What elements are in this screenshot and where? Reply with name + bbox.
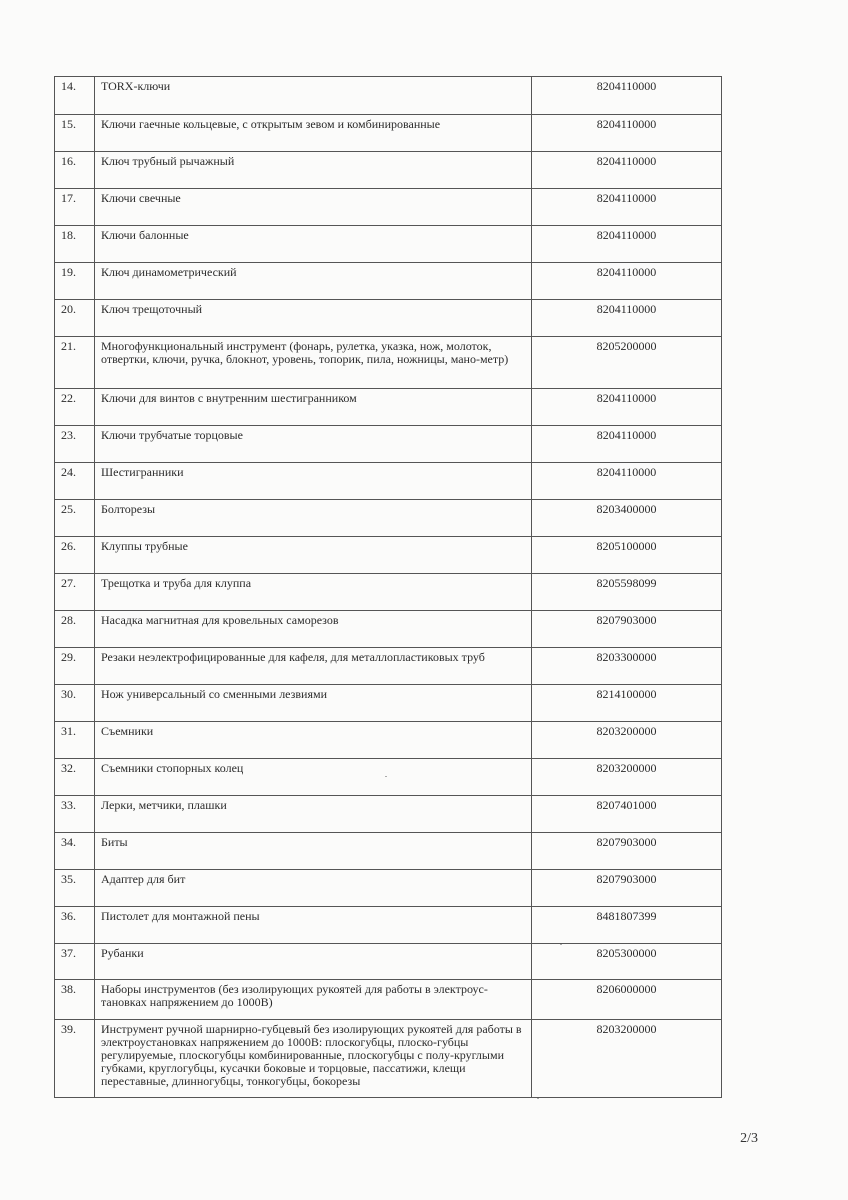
item-name-cell: TORX-ключи [95, 77, 532, 115]
scan-speck [537, 1098, 539, 1099]
row-number-cell: 22. [55, 389, 95, 426]
item-name-cell: Пистолет для монтажной пены [95, 907, 532, 944]
item-name-cell: Наборы инструментов (без изолирующих рукоятей для работы в электроус-тановках напряжением до 1000В) [95, 980, 532, 1020]
table-row [55, 722, 722, 759]
item-name-cell: Многофункциональный инструмент (фонарь, рулетка, указка, нож, молоток, отвертки, ключи, ручка, блокнот, уровень, топорик, пила, ножницы, мано-метр) [95, 337, 532, 389]
item-name-cell: Ключи балонные [95, 226, 532, 263]
item-name-cell: Ключ динамометрический [95, 263, 532, 300]
row-number-cell: 15. [55, 115, 95, 152]
item-name-cell: Рубанки [95, 944, 532, 980]
row-number-cell: 19. [55, 263, 95, 300]
table-row [55, 1020, 722, 1098]
table-row [55, 648, 722, 685]
row-number-cell: 38. [55, 980, 95, 1020]
tn-ved-code-cell: 8204110000 [532, 263, 722, 300]
table-row [55, 463, 722, 500]
tn-ved-code-cell: 8207903000 [532, 870, 722, 907]
row-number-cell: 39. [55, 1020, 95, 1098]
table-row [55, 300, 722, 337]
tn-ved-code-cell: 8205598099 [532, 574, 722, 611]
table-row [55, 226, 722, 263]
tn-ved-code-cell: 8204110000 [532, 115, 722, 152]
tn-ved-code-cell: 8203200000 [532, 1020, 722, 1098]
tn-ved-code-cell: 8203400000 [532, 500, 722, 537]
tn-ved-code-cell: 8204110000 [532, 189, 722, 226]
row-number-cell: 31. [55, 722, 95, 759]
row-number-cell: 27. [55, 574, 95, 611]
item-name-cell: Резаки неэлектрофицированные для кафеля, для металлопластиковых труб [95, 648, 532, 685]
tn-ved-code-cell: 8204110000 [532, 426, 722, 463]
row-number-cell: 32. [55, 759, 95, 796]
item-name-cell: Лерки, метчики, плашки [95, 796, 532, 833]
table-row [55, 152, 722, 189]
tn-ved-code-cell: 8214100000 [532, 685, 722, 722]
table-row [55, 574, 722, 611]
item-name-cell: Трещотка и труба для клуппа [95, 574, 532, 611]
tn-ved-code-cell: 8205100000 [532, 537, 722, 574]
tn-ved-code-cell: 8207903000 [532, 833, 722, 870]
tn-ved-code-cell: 8203300000 [532, 648, 722, 685]
table-row [55, 980, 722, 1020]
item-name-cell: Болторезы [95, 500, 532, 537]
table-row [55, 337, 722, 389]
row-number-cell: 17. [55, 189, 95, 226]
row-number-cell: 16. [55, 152, 95, 189]
row-number-cell: 33. [55, 796, 95, 833]
table-row [55, 944, 722, 980]
row-number-cell: 34. [55, 833, 95, 870]
row-number-cell: 18. [55, 226, 95, 263]
table-row [55, 833, 722, 870]
row-number-cell: 25. [55, 500, 95, 537]
item-name-cell: Съемники стопорных колец [95, 759, 532, 796]
tn-ved-code-cell: 8204110000 [532, 226, 722, 263]
item-name-cell: Ключ трещоточный [95, 300, 532, 337]
table-row [55, 870, 722, 907]
tn-ved-code-cell: 8204110000 [532, 77, 722, 115]
tn-ved-code-cell: 8207903000 [532, 611, 722, 648]
item-name-cell: Ключи гаечные кольцевые, с открытым зевом и комбинированные [95, 115, 532, 152]
table-row [55, 759, 722, 796]
table-row [55, 796, 722, 833]
item-name-cell: Ключи трубчатые торцовые [95, 426, 532, 463]
row-number-cell: 21. [55, 337, 95, 389]
item-name-cell: Адаптер для бит [95, 870, 532, 907]
item-name-cell: Биты [95, 833, 532, 870]
tn-ved-code-cell: 8204110000 [532, 300, 722, 337]
item-name-cell: Ключи свечные [95, 189, 532, 226]
table-row [55, 189, 722, 226]
table-row [55, 500, 722, 537]
table-row [55, 77, 722, 115]
table-row [55, 263, 722, 300]
table-row [55, 389, 722, 426]
tn-ved-code-cell: 8206000000 [532, 980, 722, 1020]
item-name-cell: Клуппы трубные [95, 537, 532, 574]
table-row [55, 907, 722, 944]
items-table [54, 76, 722, 1098]
item-name-cell: Ключ трубный рычажный [95, 152, 532, 189]
tn-ved-code-cell: 8204110000 [532, 152, 722, 189]
row-number-cell: 37. [55, 944, 95, 980]
table-row [55, 685, 722, 722]
tn-ved-code-cell: 8203200000 [532, 722, 722, 759]
items-table-body [55, 77, 722, 1098]
table-row [55, 115, 722, 152]
row-number-cell: 20. [55, 300, 95, 337]
item-name-cell: Шестигранники [95, 463, 532, 500]
row-number-cell: 14. [55, 77, 95, 115]
tn-ved-code-cell: 8207401000 [532, 796, 722, 833]
page-number: 2/3 [740, 1131, 758, 1146]
item-name-cell: Нож универсальный со сменными лезвиями [95, 685, 532, 722]
item-name-cell: Насадка магнитная для кровельных саморезов [95, 611, 532, 648]
tn-ved-code-cell: 8204110000 [532, 463, 722, 500]
tn-ved-code-cell: 8205300000 [532, 944, 722, 980]
scan-speck [560, 944, 562, 945]
table-row [55, 611, 722, 648]
item-name-cell: Съемники [95, 722, 532, 759]
tn-ved-code-cell: 8205200000 [532, 337, 722, 389]
tn-ved-code-cell: 8481807399 [532, 907, 722, 944]
row-number-cell: 23. [55, 426, 95, 463]
row-number-cell: 28. [55, 611, 95, 648]
table-row [55, 537, 722, 574]
row-number-cell: 29. [55, 648, 95, 685]
item-name-cell: Ключи для винтов с внутренним шестигранником [95, 389, 532, 426]
row-number-cell: 36. [55, 907, 95, 944]
row-number-cell: 26. [55, 537, 95, 574]
table-row [55, 426, 722, 463]
tn-ved-code-cell: 8203200000 [532, 759, 722, 796]
scan-speck [385, 776, 387, 777]
row-number-cell: 24. [55, 463, 95, 500]
row-number-cell: 30. [55, 685, 95, 722]
row-number-cell: 35. [55, 870, 95, 907]
item-name-cell: Инструмент ручной шарнирно-губцевый без изолирующих рукоятей для работы в электроустановках напряжением до 1000В: плоскогубцы, плоско-губцы регулируемые, плоскогубцы комбинированные, плоскогубцы с полу-круглыми губками, круглогубцы, кусачки боковые и торцовые, пассатижи, клещи переставные, длинногубцы, тонкогубцы, бокорезы [95, 1020, 532, 1098]
tn-ved-code-cell: 8204110000 [532, 389, 722, 426]
